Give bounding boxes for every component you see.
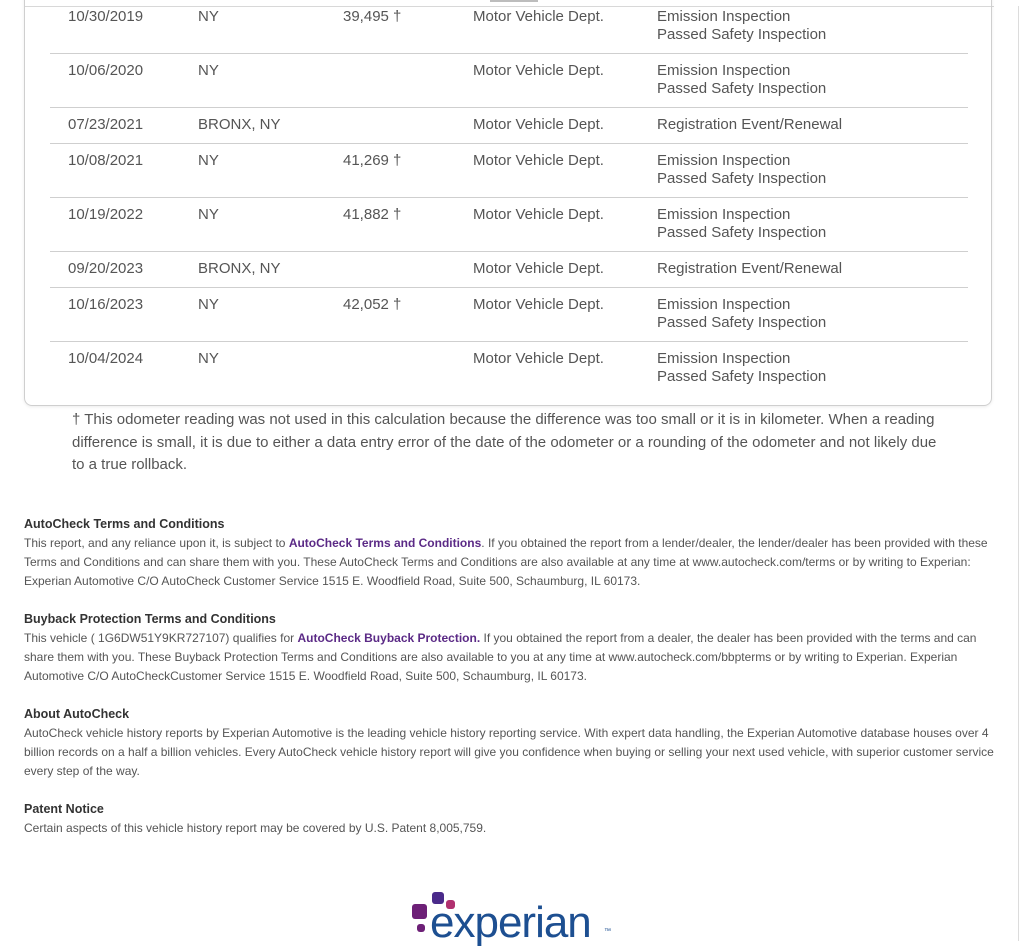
row-location: NY <box>198 296 219 313</box>
history-row <box>50 54 968 108</box>
row-location: NY <box>198 152 219 169</box>
row-location: NY <box>198 206 219 223</box>
logo-dot-purple <box>412 904 427 919</box>
detail-line: Emission Inspection <box>657 206 791 223</box>
history-row <box>50 252 968 288</box>
row-location: NY <box>198 62 219 79</box>
detail-line: Passed Safety Inspection <box>657 224 827 241</box>
history-row <box>50 198 968 252</box>
row-odometer: 41,269 † <box>343 152 402 169</box>
history-row <box>50 144 968 198</box>
page-edge <box>1018 6 1019 941</box>
row-source: Motor Vehicle Dept. <box>473 260 604 277</box>
logo-dot-small <box>417 924 425 932</box>
row-details <box>657 260 842 278</box>
row-source: Motor Vehicle Dept. <box>473 296 604 313</box>
logo-wordmark: experian <box>430 898 591 947</box>
detail-line: Emission Inspection <box>657 152 791 169</box>
row-odometer: 42,052 † <box>343 296 402 313</box>
row-source: Motor Vehicle Dept. <box>473 8 604 25</box>
row-details <box>657 8 826 44</box>
history-row <box>50 342 968 395</box>
detail-line: Passed Safety Inspection <box>657 80 827 97</box>
patent-section <box>24 800 999 838</box>
detail-line: Passed Safety Inspection <box>657 26 827 43</box>
row-date: 09/20/2023 <box>68 260 144 277</box>
row-details <box>657 206 826 242</box>
row-details <box>657 296 826 332</box>
odometer-footnote: † This odometer reading was not used in this calculation because the difference was too small or it is in kilometer. When a reading difference is small, it is due to either a data entry error of the date of the odometer or a rounding of the odometer and not likely due to a true rollback. <box>72 411 937 473</box>
buyback-title: Buyback Protection Terms and Conditions <box>24 612 276 626</box>
row-details <box>657 116 842 134</box>
row-source: Motor Vehicle Dept. <box>473 350 604 367</box>
row-date: 10/04/2024 <box>68 350 144 367</box>
row-date: 10/08/2021 <box>68 152 144 169</box>
terms-section <box>24 515 999 591</box>
detail-line: Emission Inspection <box>657 296 791 313</box>
about-section <box>24 705 999 781</box>
row-location: BRONX, NY <box>198 260 281 277</box>
row-details <box>657 152 826 188</box>
detail-line: Passed Safety Inspection <box>657 314 827 331</box>
about-title: About AutoCheck <box>24 707 130 721</box>
row-date: 10/06/2020 <box>68 62 144 79</box>
row-date: 07/23/2021 <box>68 116 144 133</box>
row-source: Motor Vehicle Dept. <box>473 116 604 133</box>
history-table <box>50 0 968 395</box>
row-date: 10/16/2023 <box>68 296 144 313</box>
detail-line: Passed Safety Inspection <box>657 368 827 385</box>
row-location: NY <box>198 8 219 25</box>
terms-link[interactable]: AutoCheck Terms and Conditions <box>288 536 482 550</box>
history-row <box>50 0 968 54</box>
experian-logo <box>410 888 620 947</box>
row-source: Motor Vehicle Dept. <box>473 206 604 223</box>
history-row <box>50 288 968 342</box>
row-odometer: 39,495 † <box>343 8 402 25</box>
buyback-section <box>24 610 999 686</box>
terms-text: This report, and any reliance upon it, is subject to AutoCheck Terms and Conditions. If you obtained the report from a lender/dealer, the lender/dealer has been provided with these Terms and Conditions and can share them with you. These AutoCheck Terms and Conditions are also available at any time at www.autocheck.com/terms or by writing to Experian: Experian Automotive C/O AutoCheck Customer Service 1515 E. Woodfield Road, Suite 500, Schaumburg, IL 60173. <box>24 536 988 588</box>
patent-title: Patent Notice <box>24 802 104 816</box>
terms-title: AutoCheck Terms and Conditions <box>24 517 225 531</box>
detail-line: Emission Inspection <box>657 62 791 79</box>
logo-trademark: ™ <box>604 928 611 935</box>
buyback-link[interactable]: AutoCheck Buyback Protection. <box>297 631 481 645</box>
detail-line: Registration Event/Renewal <box>657 260 843 277</box>
row-details <box>657 62 826 98</box>
about-text: AutoCheck vehicle history reports by Experian Automotive is the leading vehicle history reporting service. With expert data handling, the Experian Automotive database houses over 4 billion records on a half a billion vehicles. Every AutoCheck vehicle history report will give you confidence when buying or selling your next used vehicle, with superior customer service every step of the way. <box>24 726 994 778</box>
patent-text: Certain aspects of this vehicle history report may be covered by U.S. Patent 8,005,759. <box>24 821 487 835</box>
row-location: BRONX, NY <box>198 116 281 133</box>
row-date: 10/30/2019 <box>68 8 144 25</box>
row-odometer: 41,882 † <box>343 206 402 223</box>
row-source: Motor Vehicle Dept. <box>473 62 604 79</box>
row-details <box>657 350 826 386</box>
row-source: Motor Vehicle Dept. <box>473 152 604 169</box>
detail-line: Passed Safety Inspection <box>657 170 827 187</box>
detail-line: Registration Event/Renewal <box>657 116 843 133</box>
detail-line: Emission Inspection <box>657 350 791 367</box>
detail-line: Emission Inspection <box>657 8 791 25</box>
row-date: 10/19/2022 <box>68 206 144 223</box>
buyback-text: This vehicle ( 1G6DW51Y9KR727107) qualifies for AutoCheck Buyback Protection. If you obtained the report from a dealer, the dealer has been provided with the terms and can share them with you. These Buyback Protection Terms and Conditions are also available to you at any time at www.autocheck.com/bbpterms or by writing to Experian. Experian Automotive C/O AutoCheckCustomer Service 1515 E. Woodfield Road, Suite 500, Schaumburg, IL 60173. <box>24 631 977 683</box>
row-location: NY <box>198 350 219 367</box>
history-row <box>50 108 968 144</box>
